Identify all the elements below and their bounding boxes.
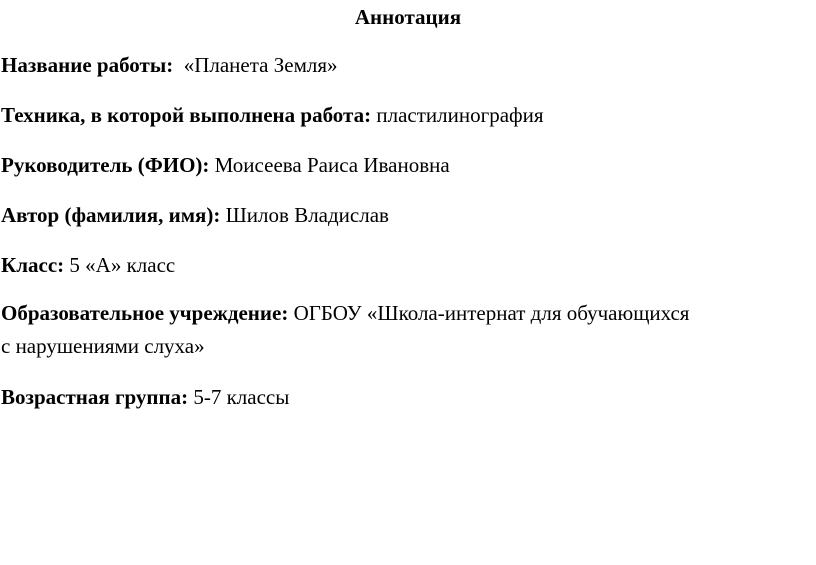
- page-title: Аннотация: [354, 5, 462, 29]
- field-label: Образовательное учреждение:: [1, 301, 289, 325]
- field-value: «Планета Земля»: [173, 53, 338, 77]
- field-label: Руководитель (ФИО):: [1, 153, 210, 177]
- field-label: Техника, в которой выполнена работа:: [1, 103, 372, 127]
- field-work-title: [1, 49, 813, 82]
- field-value: пластилинография: [371, 103, 544, 127]
- field-class: [1, 249, 813, 282]
- field-value: Шилов Владислав: [220, 203, 389, 227]
- field-value: 5 «А» класс: [64, 253, 176, 277]
- field-age-group: [1, 381, 813, 414]
- field-label: Название работы:: [1, 53, 174, 77]
- field-label: Класс:: [1, 253, 65, 277]
- field-institution: [1, 297, 813, 330]
- field-technique: [1, 99, 813, 132]
- field-value: Моисеева Раиса Ивановна: [209, 153, 450, 177]
- field-institution-continued: [1, 330, 813, 363]
- field-author: [1, 199, 813, 232]
- field-value-continued: с нарушениями слуха»: [1, 334, 205, 358]
- field-label: Автор (фамилия, имя):: [1, 203, 221, 227]
- field-value: ОГБОУ «Школа-интернат для обучающихся: [288, 301, 690, 325]
- field-value: 5-7 классы: [188, 385, 290, 409]
- field-supervisor: [1, 149, 813, 182]
- field-label: Возрастная группа:: [1, 385, 189, 409]
